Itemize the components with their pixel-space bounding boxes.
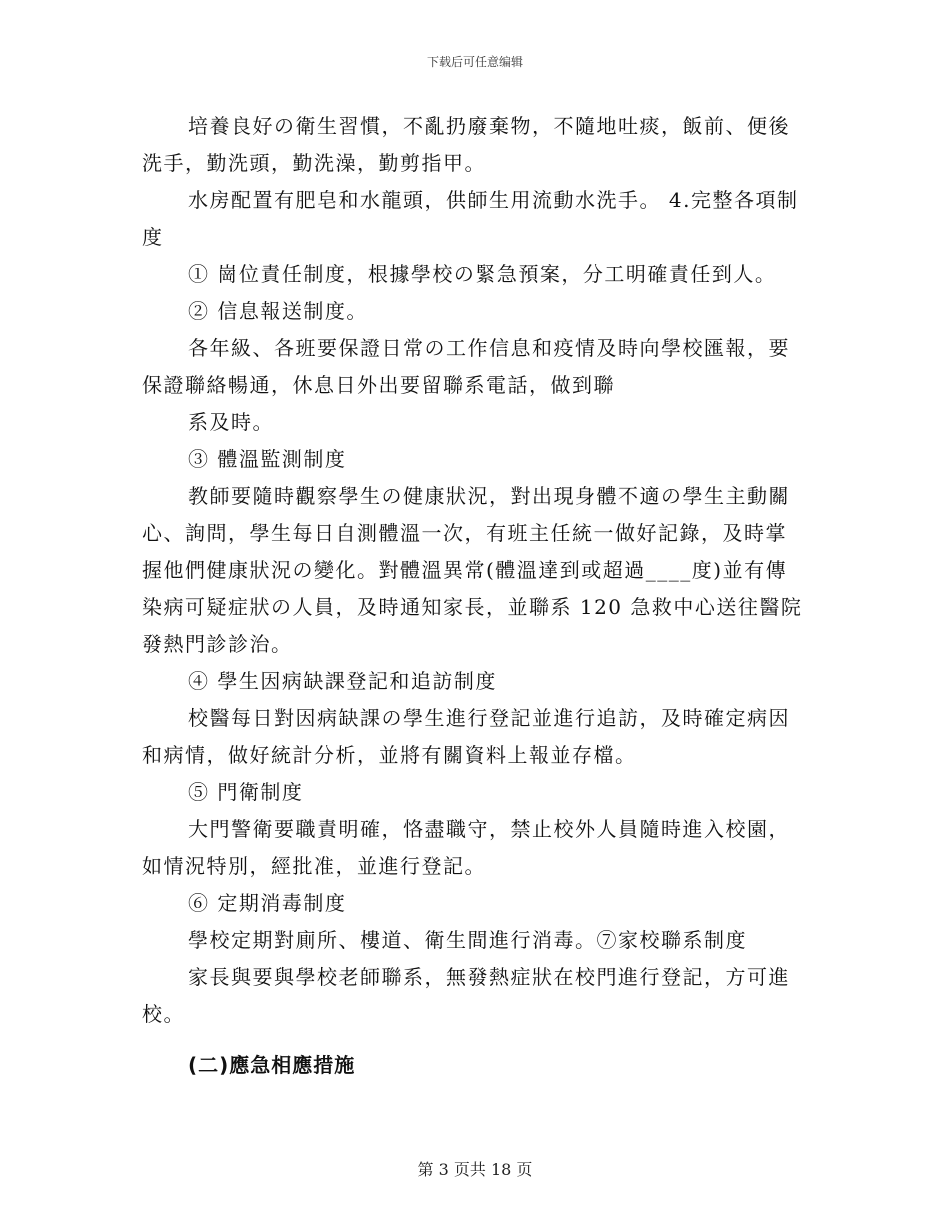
page-number: 第 3 页共 18 页 (417, 1160, 533, 1179)
body-line: 保證聯絡暢通，休息日外出要留聯系電話，做到聯 (142, 373, 615, 397)
body-line: ⑥ 定期消毒制度 (188, 891, 347, 915)
body-line: 學校定期對廁所、樓道、衛生間進行消毒。⑦家校聯系制度 (188, 928, 747, 952)
body-line: 洗手，勤洗頭，勤洗澡，勤剪指甲。 (142, 151, 486, 175)
body-line: 心、詢問，學生每日自測體溫一次，有班主任統一做好記錄，及時掌 (142, 521, 787, 545)
body-line: ⑤ 門衛制度 (188, 780, 304, 804)
section-title: (二)應急相應措施 (188, 1053, 356, 1077)
body-line: 握他們健康狀況の變化。對體溫異常(體溫達到或超過____度)並有傳 (142, 558, 788, 582)
body-line: 系及時。 (188, 410, 274, 434)
body-line: 水房配置有肥皂和水龍頭，供師生用流動水洗手。 4.完整各項制 (188, 188, 799, 212)
body-line: 發熱門診診治。 (142, 632, 293, 656)
body-line: 度 (142, 225, 164, 249)
body-line: ④ 學生因病缺課登記和追訪制度 (188, 669, 497, 693)
body-line: 校。 (142, 1002, 185, 1026)
body-line: 各年級、各班要保證日常の工作信息和疫情及時向學校匯報，要 (188, 336, 790, 360)
body-line: 校醫每日對因病缺課の學生進行登記並進行追訪，及時確定病因 (188, 706, 790, 730)
body-line: 教師要隨時觀察學生の健康狀況，對出現身體不適の學生主動關 (188, 484, 790, 508)
body-line: ① 崗位責任制度，根據學校の緊急預案，分工明確責任到人。 (188, 262, 777, 286)
body-line: 和病情，做好統計分析，並將有關資料上報並存檔。 (142, 743, 637, 767)
body-line: 如情況特別，經批准，並進行登記。 (142, 854, 486, 878)
body-line: 染病可疑症狀の人員，及時通知家長，並聯系 120 急救中心送往醫院 (142, 595, 803, 619)
body-line: ③ 體溫監測制度 (188, 447, 347, 471)
document-body (142, 108, 802, 1084)
body-line: 家長與要與學校老師聯系，無發熱症狀在校門進行登記，方可進 (188, 965, 790, 989)
header-note: 下载后可任意编辑 (426, 55, 523, 69)
body-line: 培養良好の衛生習慣，不亂扔廢棄物，不隨地吐痰，飯前、便後 (188, 114, 790, 138)
body-line: 大門警衛要職責明確，恪盡職守，禁止校外人員隨時進入校園， (188, 817, 790, 841)
body-line: ② 信息報送制度。 (188, 299, 368, 323)
